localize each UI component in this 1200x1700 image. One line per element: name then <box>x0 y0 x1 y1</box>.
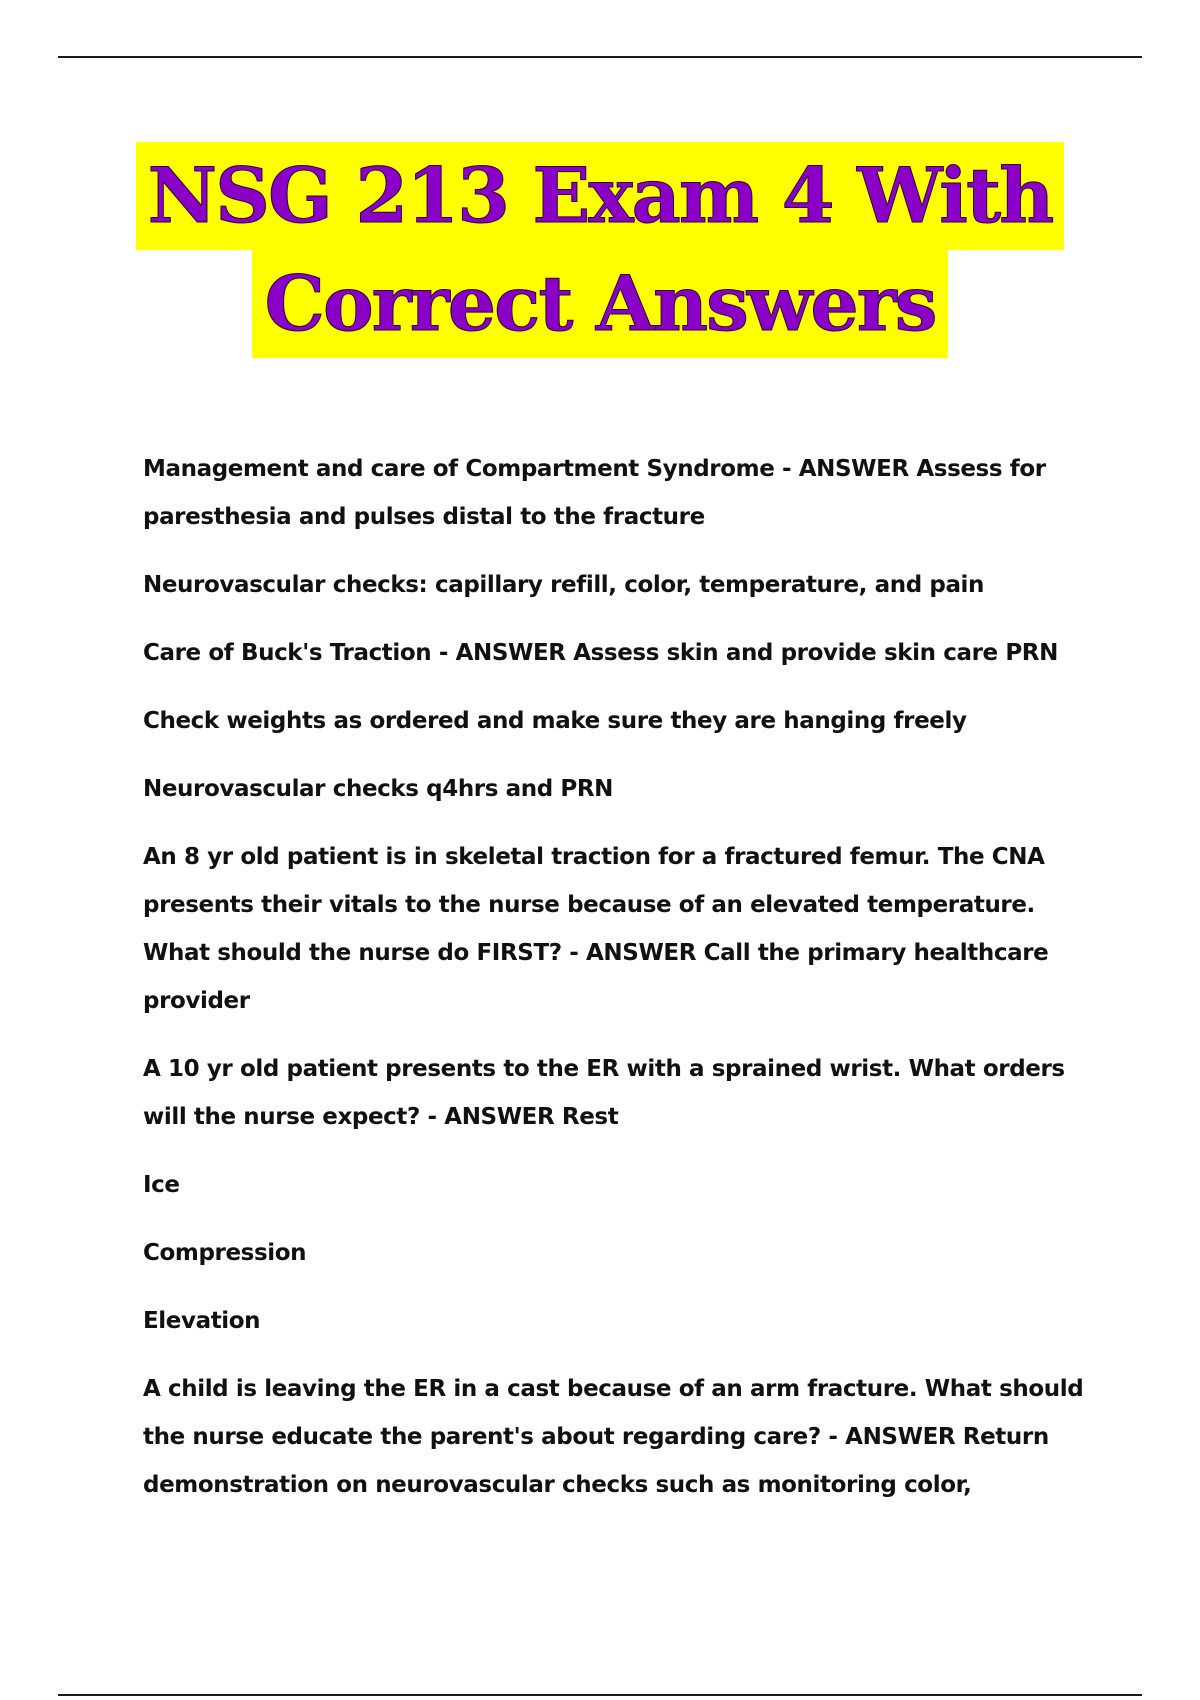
paragraph-sprained-wrist-question: A 10 yr old patient presents to the ER with a sprained wrist. What orders will the nurse expect? - ANSWER Rest <box>143 1056 1065 1130</box>
bottom-divider <box>58 1694 1142 1696</box>
document-title <box>0 142 1200 358</box>
paragraph-compartment-syndrome: Management and care of Compartment Syndrome - ANSWER Assess for paresthesia and pulses distal to the fracture <box>143 456 1046 530</box>
paragraph-neurovascular-q4hrs: Neurovascular checks q4hrs and PRN <box>143 776 614 802</box>
paragraph-skeletal-traction-question: An 8 yr old patient is in skeletal traction for a fractured femur. The CNA presents their vitals to the nurse because of an elevated temperature. What should the nurse do FIRST? - ANSWER Call the primary healthcare provider <box>143 844 1049 1014</box>
paragraph-neurovascular-checks: Neurovascular checks: capillary refill, color, temperature, and pain <box>143 572 985 598</box>
paragraph-compression: Compression <box>143 1240 307 1266</box>
paragraph-bucks-traction: Care of Buck's Traction - ANSWER Assess skin and provide skin care PRN <box>143 640 1058 666</box>
title-highlight-line-1 <box>136 142 1065 250</box>
top-divider <box>58 56 1142 58</box>
paragraph-check-weights: Check weights as ordered and make sure they are hanging freely <box>143 708 967 734</box>
paragraph-cast-education-question: A child is leaving the ER in a cast because of an arm fracture. What should the nurse educate the parent's about regarding care? - ANSWER Return demonstration on neurovascular checks such as monitoring color, <box>143 1376 1084 1498</box>
title-line-2: Correct Answers <box>264 259 936 348</box>
title-line-1: NSG 213 Exam 4 With <box>147 151 1053 240</box>
document-body <box>143 445 1103 1529</box>
paragraph-elevation: Elevation <box>143 1308 261 1334</box>
paragraph-ice: Ice <box>143 1172 180 1198</box>
title-highlight-line-2 <box>252 250 947 358</box>
